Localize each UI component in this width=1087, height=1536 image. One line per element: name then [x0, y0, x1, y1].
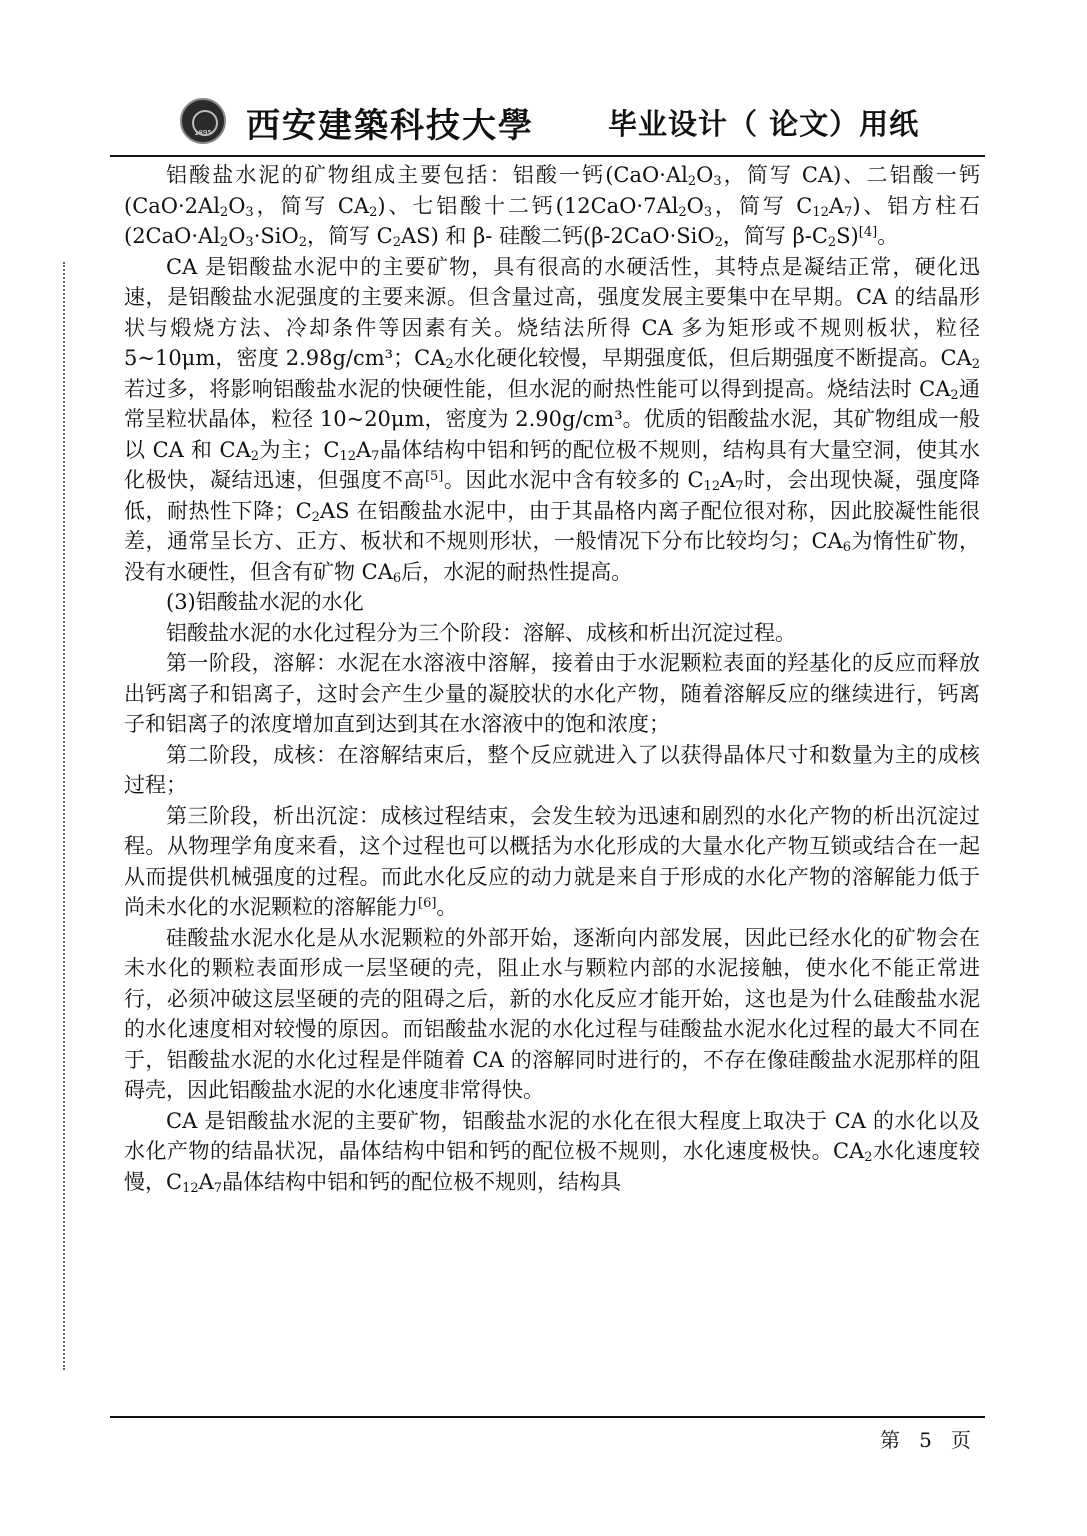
paragraph	[124, 740, 980, 801]
subscript: 3	[245, 204, 254, 220]
text-run: (3)铝酸盐水泥的水化	[166, 590, 364, 614]
subscript: 2	[687, 174, 697, 189]
seal-year: 1895	[194, 129, 212, 137]
subscript: 12	[812, 204, 829, 220]
subscript: 2	[971, 357, 980, 372]
citation-ref: [5]	[424, 469, 444, 484]
paper-title: 毕业设计（ 论文）用纸	[608, 107, 920, 141]
subscript: 6	[842, 540, 851, 555]
header-rule	[110, 155, 985, 157]
text-run: 水化硬化较慢，早期强度低，但后期强度不断提高。CA	[453, 346, 972, 370]
paragraph	[124, 801, 980, 923]
text-run: )、七铝酸十二钙(12CaO·7Al	[377, 193, 679, 218]
text-run: 。	[877, 224, 899, 248]
subscript: 2	[445, 357, 454, 372]
text-run: O	[228, 224, 246, 248]
text-run: 第二阶段，成核：在溶解结束后，整个反应就进入了以获得晶体尺寸和数量为主的成核过程；	[124, 742, 980, 797]
text-run: 若过多，将影响铝酸盐水泥的快硬性能，但水泥的耐热性能可以得到提高。烧结法时 CA	[124, 376, 951, 401]
text-run: 铝酸盐水泥的水化过程分为三个阶段：溶解、成核和析出沉淀过程。	[166, 620, 796, 645]
text-run: 为主；C	[259, 437, 340, 462]
subscript: 2	[250, 448, 260, 464]
paragraph	[124, 648, 980, 740]
page-label-suffix: 页	[950, 1428, 971, 1452]
page-number: 5	[919, 1428, 932, 1452]
paragraph	[124, 160, 980, 252]
subscript: 2	[369, 204, 378, 220]
paragraph	[124, 923, 980, 1106]
text-run: AS) 和 β- 硅酸二钙(β-2CaO·SiO	[401, 224, 715, 248]
text-run: 。因此水泥中含有较多的 C	[443, 468, 704, 492]
page-label-prefix: 第	[880, 1428, 900, 1452]
subscript: 2	[714, 235, 723, 250]
university-seal-icon	[180, 98, 226, 144]
text-run: ，简写 CA)、二铝酸一钙(CaO·2Al	[124, 163, 980, 218]
page-footer	[880, 1424, 971, 1453]
text-run: A	[198, 1169, 214, 1194]
subscript: 2	[219, 235, 229, 250]
subscript: 2	[311, 509, 320, 525]
text-run: 晶体结构中铝和钙的配位极不规则，结构具	[222, 1169, 622, 1194]
text-run: 为惰性矿物，没有水硬性，但含有矿物 CA	[124, 529, 980, 584]
text-run: )、铝方柱石(2CaO·Al	[124, 193, 980, 248]
subscript: 2	[864, 1150, 873, 1165]
citation-ref: [4]	[858, 225, 878, 240]
text-run: 后，水泥的耐热性提高。	[401, 559, 633, 584]
text-run: 。	[436, 895, 458, 919]
text-run: CA 是铝酸盐水泥中的主要矿物，具有很高的水硬活性，其特点是凝结正常，硬化迅速，是铝酸盐水泥强度的主要来源。但含量过高，强度发展主要集中在早期。CA 的结晶形状与煅烧方法、冷却条件等因素有关。烧结法所得 CA 多为矩形或不规则板状，粒径 5~10μm，密度 2.98g/cm³；CA	[124, 254, 980, 370]
subscript: 12	[703, 479, 721, 494]
subscript: 2	[950, 387, 959, 403]
subscript: 2	[298, 235, 307, 250]
text-run: 第一阶段，溶解：水泥在水溶液中溶解，接着由于水泥颗粒表面的羟基化的反应而释放出钙离子和铝离子，这时会产生少量的凝胶状的水化产物，随着溶解反应的继续进行，钙离子和铝离子的浓度增加直到达到其在水溶液中的饱和浓度；	[124, 651, 980, 736]
text-run: 第三阶段，析出沉淀：成核过程结束，会发生较为迅速和剧烈的水化产物的析出沉淀过程。从物理学角度来看，这个过程也可以概括为水化形成的大量水化产物互锁或结合在一起从而提供机械强度的过程。而此水化反应的动力就是来自于形成的水化产物的溶解能力低于尚未水化的水泥颗粒的溶解能力	[124, 803, 980, 919]
subscript: 2	[827, 235, 837, 250]
subscript: 6	[392, 570, 402, 586]
subscript: 7	[371, 448, 380, 464]
subscript: 3	[245, 235, 254, 250]
subscript: 3	[713, 174, 722, 189]
subscript: 12	[182, 1180, 199, 1196]
text-run: 水化速度较慢，C	[124, 1139, 981, 1194]
paragraph	[124, 252, 980, 588]
text-run: A	[355, 437, 372, 462]
text-run: AS 在铝酸盐水泥中，由于其晶格内离子配位很对称，因此胶凝性能很差，通常呈长方、正方、板状和不规则形状，一般情况下分布比较均匀；CA	[124, 498, 980, 553]
paragraph	[124, 618, 980, 649]
text-run: ，简写 C	[712, 193, 813, 218]
body-text	[124, 160, 980, 1197]
text-run: 晶体结构中铝和钙的配位极不规则，结构具有大量空洞，使其水化极快，凝结迅速，但强度不高	[124, 437, 980, 492]
text-run: 硅酸盐水泥水化是从水泥颗粒的外部开始，逐渐向内部发展，因此已经水化的矿物会在未水化的颗粒表面形成一层坚硬的壳，阻止水与颗粒内部的水泥接触，使水化不能正常进行，必须冲破这层坚硬的壳的阻碍之后，新的水化反应才能开始，这也是为什么硅酸盐水泥的水化速度相对较慢的原因。而铝酸盐水泥的水化过程与硅酸盐水泥水化过程的最大不同在于，铝酸盐水泥的水化过程是伴随着 CA 的溶解同时进行的，不存在像硅酸盐水泥那样的阻碍壳，因此铝酸盐水泥的水化速度非常得快。	[124, 925, 980, 1102]
citation-ref: [6]	[418, 896, 437, 911]
subscript: 7	[844, 204, 853, 220]
subscript: 12	[339, 448, 356, 464]
text-run: O	[696, 163, 714, 187]
text-run: ，简写 CA	[253, 193, 370, 218]
text-run: 通常呈粒状晶体，粒径 10~20μm，密度为 2.90g/cm³。优质的铝酸盐水泥，其矿物组成一般以 CA 和 CA	[124, 376, 981, 462]
text-run: ·SiO	[253, 224, 299, 248]
text-run: O	[228, 193, 246, 218]
page-header	[110, 92, 985, 154]
text-run: O	[686, 193, 704, 218]
text-run: ，简写 β-C	[722, 224, 828, 248]
text-run: A	[828, 193, 845, 218]
binding-line	[63, 262, 65, 1370]
subscript: 2	[392, 235, 402, 250]
university-name: 西安建築科技大學	[246, 106, 534, 146]
footer-rule	[110, 1416, 985, 1418]
text-run: 铝酸盐水泥的矿物组成主要包括：铝酸一钙(CaO·Al	[166, 163, 688, 187]
text-run: S)	[836, 224, 859, 248]
paragraph	[124, 587, 980, 618]
subscript: 2	[678, 204, 687, 220]
subscript: 7	[213, 1180, 223, 1196]
subscript: 3	[703, 204, 713, 220]
text-run: A	[720, 468, 736, 492]
text-run: 时，会出现快凝，强度降低，耐热性下降；C	[124, 468, 980, 523]
text-run: CA 是铝酸盐水泥的主要矿物，铝酸盐水泥的水化在很大程度上取决于 CA 的水化以及水化产物的结晶状况，晶体结构中铝和钙的配位极不规则，水化速度极快。CA	[124, 1108, 980, 1163]
text-run: ，简写 C	[306, 224, 393, 248]
subscript: 2	[219, 204, 229, 220]
subscript: 7	[735, 479, 744, 494]
paragraph	[124, 1106, 980, 1198]
